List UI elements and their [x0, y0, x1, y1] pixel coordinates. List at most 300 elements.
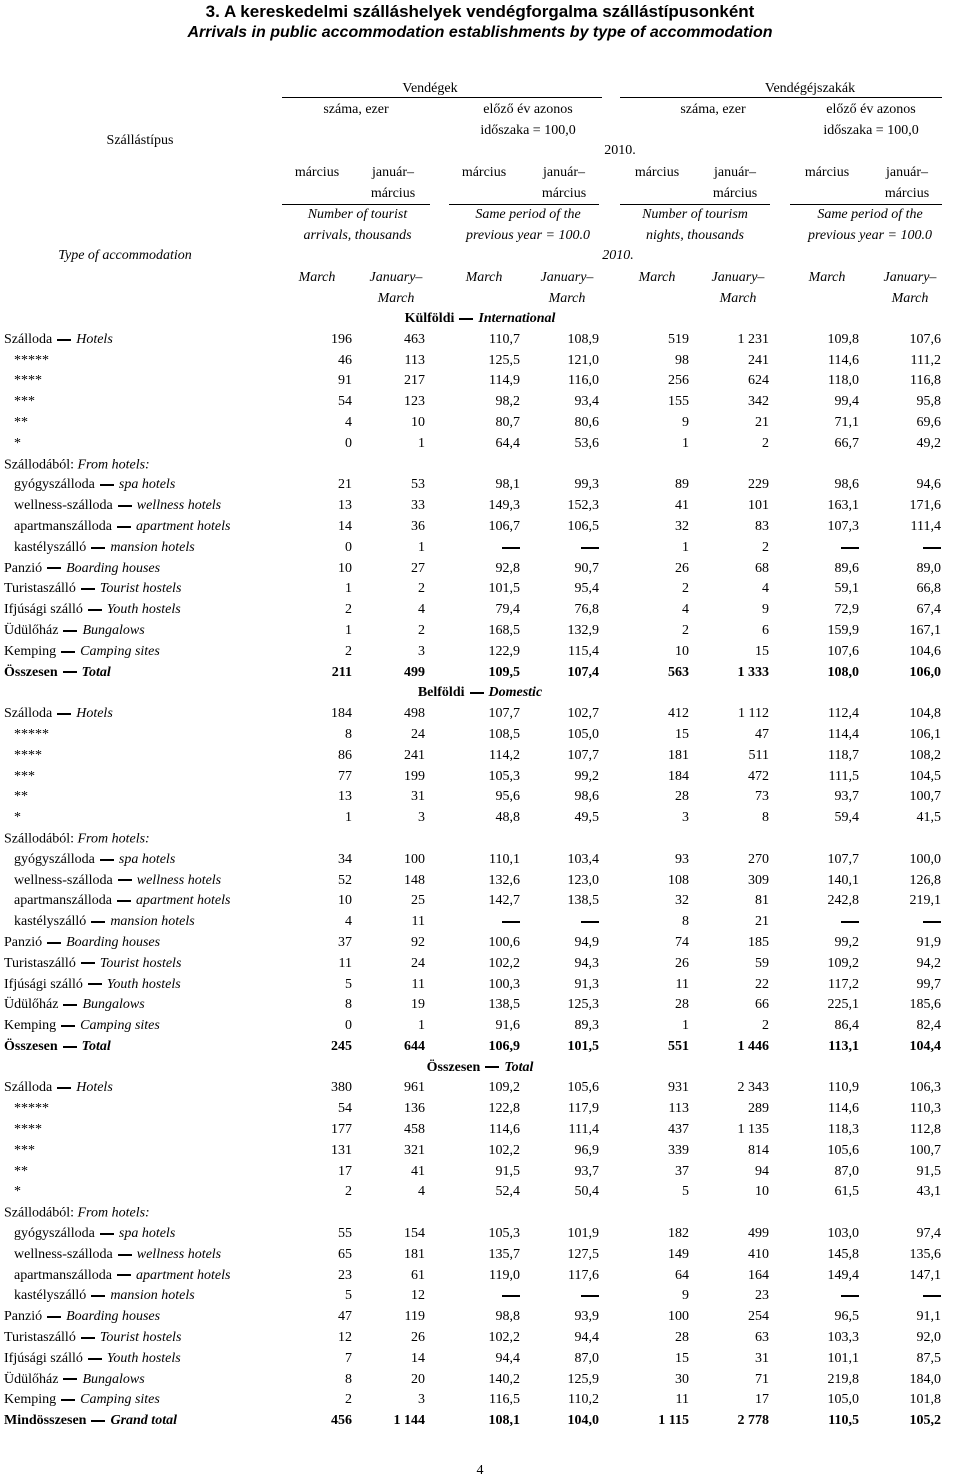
cell-col4: 132,9	[567, 622, 599, 638]
cell-col3: 114,6	[489, 1122, 520, 1138]
cell-col3: 140,2	[488, 1371, 520, 1387]
cell-col5: 100	[668, 1309, 689, 1325]
cell-col5: 15	[675, 726, 689, 742]
cell-col8: 69,6	[916, 414, 941, 430]
cell-col6: 10	[755, 1184, 769, 1200]
table-row	[0, 808, 960, 829]
table-row	[0, 746, 960, 767]
dash-separator	[459, 318, 473, 320]
cell-col5: 339	[668, 1142, 689, 1158]
cell-col6: 8	[762, 810, 769, 826]
dash-separator	[47, 1316, 61, 1318]
nights-header: Vendégéjszakák	[764, 81, 856, 96]
cell-col3: 168,5	[488, 622, 520, 638]
cell-col1: 4	[345, 414, 352, 430]
col7-month-en: March	[808, 270, 846, 285]
row-label	[4, 954, 181, 975]
cell-col4: 53,6	[574, 435, 599, 451]
guests-header: Vendégek	[402, 81, 458, 96]
row-label-en: Hotels	[76, 331, 113, 347]
dash-separator	[63, 671, 77, 673]
row-label-en: mansion hotels	[110, 914, 195, 930]
col5-month-en: March	[638, 270, 676, 285]
cell-col2: 27	[411, 560, 425, 576]
cell-col5: 41	[675, 498, 689, 514]
row-label-hu: Üdülőház	[4, 622, 59, 638]
row-label-en: apartment hotels	[135, 1267, 231, 1283]
dash-icon	[923, 547, 941, 549]
cell-col8: 110,3	[910, 1101, 941, 1117]
cell-col3: 122,8	[488, 1101, 520, 1117]
table-row	[0, 1411, 960, 1432]
cell-col8: 184,0	[909, 1371, 941, 1387]
row-label-hu: gyógyszálloda	[14, 1226, 95, 1242]
cell-col5: 26	[675, 955, 689, 971]
cell-col3: 80,7	[495, 414, 520, 430]
en-prev-guests-l2: previous year = 100.0	[465, 228, 591, 243]
cell-col7: 110,5	[828, 1413, 859, 1429]
cell-col4: 80,6	[574, 414, 599, 430]
cell-col8: 91,1	[916, 1309, 941, 1325]
table-row	[0, 351, 960, 372]
cell-col7: 118,3	[828, 1122, 859, 1138]
dash-icon	[923, 921, 941, 923]
cell-col4	[529, 1286, 599, 1307]
cell-col6: 410	[748, 1246, 769, 1262]
cell-col8: 41,5	[916, 810, 941, 826]
table-row	[0, 496, 960, 517]
cell-col8	[871, 538, 941, 559]
cell-col4	[529, 912, 599, 933]
cell-col2: 61	[411, 1267, 425, 1283]
cell-col5: 28	[675, 789, 689, 805]
row-label-hu: Turistaszálló	[4, 581, 76, 597]
row-label-hu: wellness-szálloda	[14, 498, 113, 514]
cell-col4: 106,5	[567, 518, 599, 534]
row-label-hu: Mindösszesen	[4, 1413, 87, 1429]
cell-col4: 50,4	[574, 1184, 599, 1200]
dash-separator	[118, 879, 132, 881]
cell-col4: 107,4	[567, 664, 599, 680]
dash-icon	[581, 547, 599, 549]
row-label-hu: Szállodából:	[4, 1205, 74, 1221]
cell-col1: 131	[331, 1142, 352, 1158]
row-label-hu: Szálloda	[4, 1080, 53, 1096]
cell-col6: 15	[755, 643, 769, 659]
table-row	[0, 1141, 960, 1162]
row-label-hu: Összesen	[4, 664, 58, 680]
section-heading-en: International	[478, 311, 556, 326]
row-label-en: Camping sites	[80, 1018, 160, 1034]
cell-col2: 100	[404, 851, 425, 867]
row-label-en: Bungalows	[82, 1371, 145, 1387]
section-heading	[0, 683, 960, 704]
col6-month-en-l1: January–	[711, 270, 765, 285]
cell-col5: 28	[675, 997, 689, 1013]
table-row	[0, 933, 960, 954]
cell-col2: 199	[404, 768, 425, 784]
row-label	[4, 933, 160, 954]
cell-col7: 59,1	[834, 581, 859, 597]
cell-col4: 89,3	[574, 1018, 599, 1034]
table-title: 3. A kereskedelmi szálláshelyek vendégforgalma szállástípusonként	[205, 2, 755, 21]
dash-icon	[841, 547, 859, 549]
col6-month-en-l2: March	[719, 291, 757, 306]
cell-col7: 113,1	[828, 1038, 859, 1054]
cell-col5: 11	[675, 976, 689, 992]
nights-prev-header-l1: előző év azonos	[826, 102, 916, 117]
cell-col8: 94,6	[916, 477, 941, 493]
cell-col3: 98,1	[495, 477, 520, 493]
row-label-hu: gyógyszálloda	[14, 477, 95, 493]
cell-col2: 458	[404, 1122, 425, 1138]
cell-col3: 149,3	[488, 498, 520, 514]
cell-col5: 437	[668, 1122, 689, 1138]
page-number: 4	[476, 1463, 484, 1478]
cell-col1: 0	[345, 1018, 352, 1034]
cell-col7: 89,6	[834, 560, 859, 576]
table-row	[0, 621, 960, 642]
row-label	[14, 1245, 221, 1266]
row-label-en: spa hotels	[118, 851, 176, 867]
row-label-en: Boarding houses	[66, 934, 161, 950]
cell-col1: 2	[345, 1392, 352, 1408]
cell-col1: 8	[345, 726, 352, 742]
table-row	[0, 1016, 960, 1037]
cell-col7: 114,6	[828, 1101, 859, 1117]
cell-col5: 2	[682, 622, 689, 638]
cell-col8: 112,8	[910, 1122, 941, 1138]
cell-col1: 1	[345, 810, 352, 826]
cell-col7: 219,8	[827, 1371, 859, 1387]
table-row	[0, 1349, 960, 1370]
col8-month-hu-l1: január–	[886, 165, 928, 180]
cell-col4: 87,0	[574, 1350, 599, 1366]
cell-col4: 123,0	[567, 872, 599, 888]
cell-col5: 28	[675, 1330, 689, 1346]
dash-icon	[502, 921, 520, 923]
cell-col8: 185,6	[909, 997, 941, 1013]
table-row	[0, 1370, 960, 1391]
row-label-en: Tourist hostels	[99, 955, 182, 971]
cell-col8	[871, 1286, 941, 1307]
cell-col8: 106,1	[909, 726, 941, 742]
cell-col7: 96,5	[834, 1309, 859, 1325]
cell-col2: 1	[418, 1018, 425, 1034]
cell-col5: 15	[675, 1350, 689, 1366]
cell-col5: 551	[668, 1038, 689, 1054]
section-heading-hu: Külföldi	[404, 311, 455, 326]
row-label	[14, 1099, 49, 1120]
row-label-hu: ***	[14, 394, 35, 410]
row-label	[14, 912, 195, 933]
cell-col2: 24	[411, 726, 425, 742]
row-label	[4, 1307, 160, 1328]
dash-icon	[841, 921, 859, 923]
cell-col3: 102,2	[488, 1330, 520, 1346]
cell-col7: 112,4	[828, 706, 859, 722]
row-label-en: spa hotels	[118, 1226, 176, 1242]
cell-col1: 34	[338, 851, 352, 867]
cell-col7	[789, 1286, 859, 1307]
cell-col5: 113	[668, 1101, 689, 1117]
dash-separator	[47, 567, 61, 569]
row-label	[14, 871, 221, 892]
row-label-hu: wellness-szálloda	[14, 872, 113, 888]
cell-col3: 105,3	[488, 768, 520, 784]
cell-col3: 106,9	[488, 1038, 520, 1054]
cell-col4: 121,0	[567, 352, 599, 368]
row-label-hu: apartmanszálloda	[14, 1267, 112, 1283]
dash-icon	[841, 1295, 859, 1297]
table-row	[0, 1224, 960, 1245]
cell-col6: 1 135	[737, 1122, 769, 1138]
cell-col8: 87,5	[916, 1350, 941, 1366]
cell-col2: 3	[418, 1392, 425, 1408]
cell-col5: 149	[668, 1246, 689, 1262]
cell-col6: 94	[755, 1163, 769, 1179]
cell-col1: 8	[345, 997, 352, 1013]
cell-col8: 92,0	[916, 1330, 941, 1346]
row-label	[4, 1370, 145, 1391]
table-row	[0, 330, 960, 351]
cell-col8: 111,4	[910, 518, 941, 534]
cell-col5: 9	[682, 1288, 689, 1304]
cell-col3: 132,6	[488, 872, 520, 888]
cell-col8: 95,8	[916, 394, 941, 410]
dash-separator	[100, 1233, 114, 1235]
cell-col6: 47	[755, 726, 769, 742]
cell-col6: 6	[762, 622, 769, 638]
cell-col6: 2	[762, 1018, 769, 1034]
cell-col7: 86,4	[834, 1018, 859, 1034]
cell-col3: 138,5	[488, 997, 520, 1013]
cell-col6: 624	[748, 373, 769, 389]
row-label	[14, 1162, 28, 1183]
cell-col3: 100,6	[488, 934, 520, 950]
cell-col2: 31	[411, 789, 425, 805]
cell-col3: 142,7	[488, 893, 520, 909]
col3-month-hu: március	[461, 165, 507, 180]
cell-col8: 89,0	[916, 560, 941, 576]
table-row	[0, 434, 960, 455]
cell-col4: 94,4	[574, 1330, 599, 1346]
cell-col3: 52,4	[495, 1184, 520, 1200]
row-label-en: Bungalows	[82, 997, 145, 1013]
row-label-hu: Szállodából:	[4, 831, 74, 847]
cell-col6: 22	[755, 976, 769, 992]
row-label-en: mansion hotels	[110, 539, 195, 555]
cell-col7	[789, 912, 859, 933]
cell-col5: 89	[675, 477, 689, 493]
col8-month-en-l2: March	[891, 291, 929, 306]
table-row	[0, 642, 960, 663]
dash-separator	[88, 983, 102, 985]
cell-col2: 33	[411, 498, 425, 514]
cell-col1: 54	[338, 394, 352, 410]
cell-col7: 149,4	[827, 1267, 859, 1283]
dash-separator	[63, 1378, 77, 1380]
cell-col1: 184	[331, 706, 352, 722]
row-label-en: From hotels:	[77, 1205, 150, 1221]
row-label-hu: *****	[14, 352, 49, 368]
row-label-hu: ***	[14, 768, 35, 784]
cell-col6: 342	[748, 394, 769, 410]
cell-col7: 93,7	[834, 789, 859, 805]
row-label-hu: Ifjúsági szálló	[4, 602, 83, 618]
row-label	[14, 808, 21, 829]
cell-col3: 107,7	[488, 706, 520, 722]
cell-col7: 118,7	[828, 747, 859, 763]
cell-col5: 74	[675, 934, 689, 950]
table-header	[0, 78, 960, 310]
row-label-hu: Panzió	[4, 1309, 43, 1325]
row-label-en: wellness hotels	[136, 872, 222, 888]
cell-col5: 1	[682, 435, 689, 451]
cell-col5: 64	[675, 1267, 689, 1283]
guests-header-rule	[282, 97, 602, 98]
row-label-hu: *	[14, 810, 21, 826]
cell-col7: 159,9	[827, 622, 859, 638]
cell-col8: 106,3	[909, 1080, 941, 1096]
row-label	[4, 1390, 160, 1411]
row-label-hu: Turistaszálló	[4, 1330, 76, 1346]
cell-col6: 21	[755, 414, 769, 430]
table-row	[0, 1203, 960, 1224]
cell-col1: 5	[345, 1288, 352, 1304]
cell-col8: 104,5	[909, 768, 941, 784]
cell-col2: 41	[411, 1163, 425, 1179]
cell-col5: 108	[668, 872, 689, 888]
cell-col8: 105,2	[909, 1413, 941, 1429]
row-label-hu: ****	[14, 373, 42, 389]
cell-col6: 472	[748, 768, 769, 784]
nights-prev-header-l2: időszaka = 100,0	[823, 123, 919, 138]
cell-col1: 14	[338, 518, 352, 534]
cell-col8: 104,8	[909, 706, 941, 722]
cell-col6: 9	[762, 602, 769, 618]
row-label-hu: Üdülőház	[4, 997, 59, 1013]
table-body	[0, 309, 960, 1432]
cell-col6: 499	[748, 1226, 769, 1242]
col8-month-en-l1: January–	[883, 270, 937, 285]
table-row	[0, 517, 960, 538]
cell-col3: 110,7	[489, 331, 520, 347]
dash-separator	[63, 1046, 77, 1048]
col8-month-hu-l2: március	[884, 186, 930, 201]
cell-col8: 101,8	[909, 1392, 941, 1408]
cell-col4: 105,0	[567, 726, 599, 742]
cell-col4: 96,9	[574, 1142, 599, 1158]
cell-col5: 8	[682, 914, 689, 930]
cell-col3	[450, 1286, 520, 1307]
cell-col4: 102,7	[567, 706, 599, 722]
cell-col1: 86	[338, 747, 352, 763]
row-label	[14, 538, 195, 559]
dash-icon	[581, 1295, 599, 1297]
cell-col4: 152,3	[567, 498, 599, 514]
cell-col1: 4	[345, 914, 352, 930]
row-label-hu: ***	[14, 1142, 35, 1158]
row-label	[4, 1078, 113, 1099]
dash-separator	[47, 942, 61, 944]
cell-col6: 2	[762, 435, 769, 451]
cell-col4: 49,5	[574, 810, 599, 826]
cell-col2: 181	[404, 1246, 425, 1262]
cell-col5: 10	[675, 643, 689, 659]
dash-icon	[502, 547, 520, 549]
cell-col8: 91,9	[916, 934, 941, 950]
dash-separator	[81, 588, 95, 590]
row-label	[14, 1120, 42, 1141]
dash-icon	[923, 1295, 941, 1297]
table-row	[0, 850, 960, 871]
cell-col2: 2	[418, 622, 425, 638]
cell-col5: 37	[675, 1163, 689, 1179]
table-row	[0, 891, 960, 912]
row-label-en: Youth hostels	[106, 1350, 181, 1366]
cell-col1: 17	[338, 1163, 352, 1179]
cell-col6: 229	[748, 477, 769, 493]
cell-col2: 1	[418, 539, 425, 555]
guests-prev-header-l1: előző év azonos	[483, 102, 573, 117]
cell-col5: 93	[675, 851, 689, 867]
col1-month-hu: március	[294, 165, 340, 180]
col7-month-hu: március	[804, 165, 850, 180]
cell-col4: 91,3	[574, 976, 599, 992]
row-label-hu: Kemping	[4, 643, 57, 659]
row-label-hu: *	[14, 1184, 21, 1200]
cell-col3: 116,5	[489, 1392, 520, 1408]
dash-separator	[88, 1358, 102, 1360]
row-label-hu: Kemping	[4, 1018, 57, 1034]
section-heading	[0, 309, 960, 330]
row-label-en: Tourist hostels	[99, 581, 182, 597]
cell-col3: 91,6	[495, 1018, 520, 1034]
dash-separator	[61, 1025, 75, 1027]
en-arrivals-l1: Number of tourist	[307, 207, 408, 222]
table-row	[0, 767, 960, 788]
row-label-hu: Panzió	[4, 934, 43, 950]
cell-col6: 63	[755, 1330, 769, 1346]
cell-col7: 105,0	[827, 1392, 859, 1408]
row-label-hu: apartmanszálloda	[14, 893, 112, 909]
row-label-en: From hotels:	[77, 457, 150, 473]
cell-col7: 114,4	[828, 726, 859, 742]
row-label	[14, 1224, 175, 1245]
row-label-hu: Ifjúsági szálló	[4, 976, 83, 992]
col6-month-hu-l2: március	[712, 186, 758, 201]
row-label	[14, 371, 42, 392]
cell-col6: 241	[748, 352, 769, 368]
table-row	[0, 475, 960, 496]
cell-col4: 110,2	[568, 1392, 599, 1408]
cell-col8: 135,6	[909, 1246, 941, 1262]
cell-col3: 135,7	[488, 1246, 520, 1262]
cell-col2: 241	[404, 747, 425, 763]
cell-col5: 931	[668, 1080, 689, 1096]
cell-col3: 64,4	[495, 435, 520, 451]
dash-separator	[61, 651, 75, 653]
cell-col7: 72,9	[834, 602, 859, 618]
cell-col7: 145,8	[827, 1246, 859, 1262]
dash-separator	[100, 859, 114, 861]
cell-col2: 119	[404, 1309, 425, 1325]
cell-col2: 20	[411, 1371, 425, 1387]
cell-col7: 118,0	[828, 373, 859, 389]
row-label-hu: *	[14, 435, 21, 451]
dash-separator	[470, 692, 484, 694]
